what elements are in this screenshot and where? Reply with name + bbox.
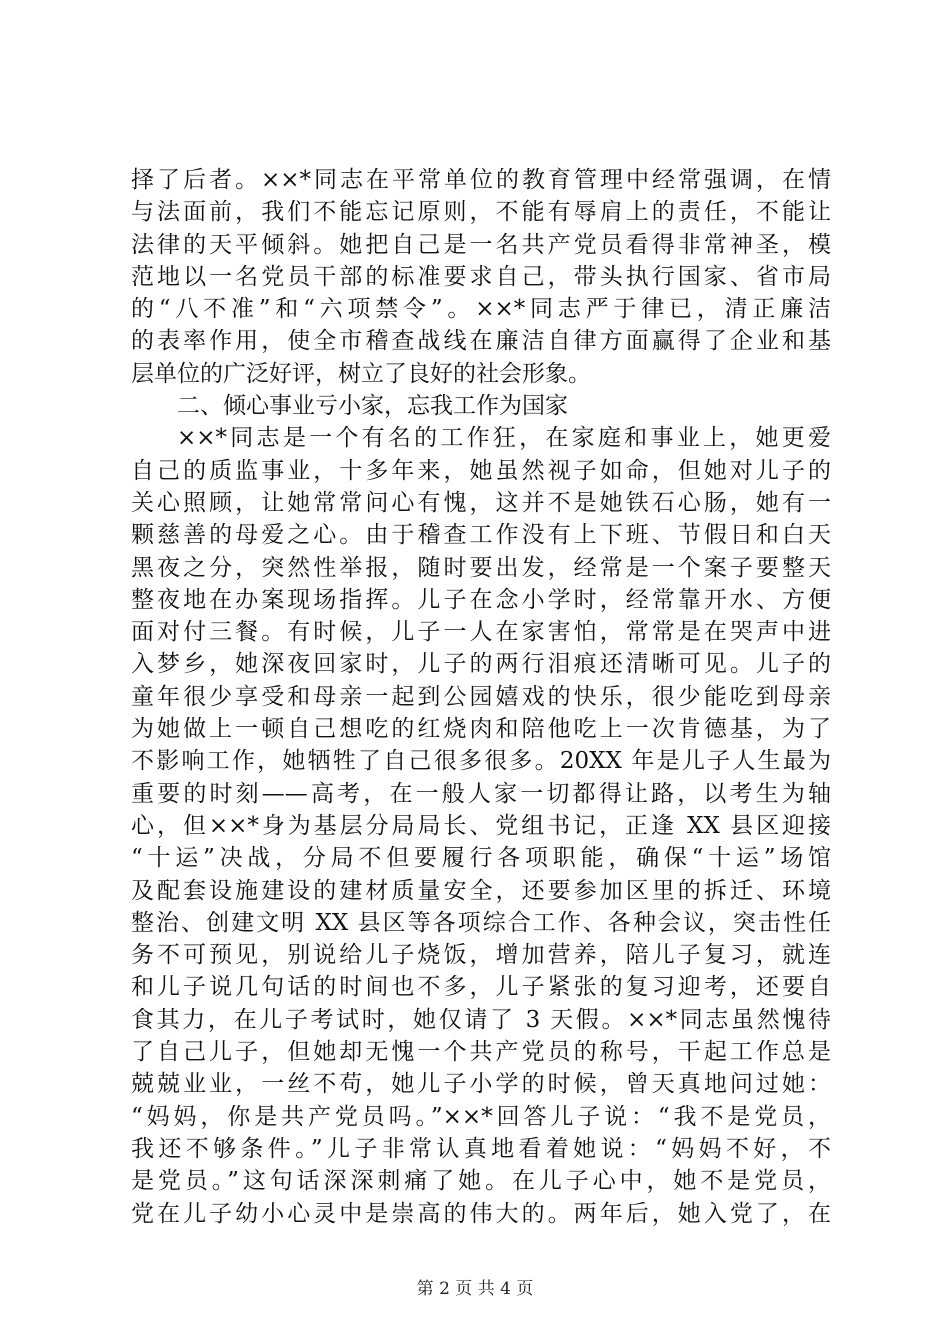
- document-body: [131, 164, 831, 1230]
- text-line: “妈妈，你是共产党员吗。”××*回答儿子说：“我不是党员，: [131, 1103, 831, 1130]
- section-heading: 二、倾心事业亏小家，忘我工作为国家: [177, 393, 568, 420]
- text-line: ××*同志是一个有名的工作狂，在家庭和事业上，她更爱: [177, 425, 831, 452]
- text-line: 择了后者。××*同志在平常单位的教育管理中经常强调，在情: [131, 167, 831, 193]
- text-line: 面对付三餐。有时候，儿子一人在家害怕，常常是在哭声中进: [131, 619, 831, 646]
- text-line: “十运”决战，分局不但要履行各项职能，确保“十运”场馆: [131, 845, 831, 872]
- text-line: 务不可预见，别说给儿子烧饭，增加营养，陪儿子复习，就连: [131, 942, 831, 969]
- text-line: 范地以一名党员干部的标准要求自己，带头执行国家、省市局: [131, 263, 831, 290]
- text-line: 整治、创建文明 XX 县区等各项综合工作、各种会议，突击性任: [131, 909, 831, 936]
- text-line: 自己的质监事业，十多年来，她虽然视子如命，但她对儿子的: [131, 457, 831, 484]
- text-line: 童年很少享受和母亲一起到公园嬉戏的快乐，很少能吃到母亲: [131, 683, 831, 710]
- text-line: 不影响工作，她牺牲了自己很多很多。20XX 年是儿子人生最为: [131, 748, 831, 775]
- text-line: 整夜地在办案现场指挥。儿子在念小学时，经常靠开水、方便: [131, 586, 831, 613]
- text-line: 黑夜之分，突然性举报，随时要出发，经常是一个案子要整天: [131, 554, 831, 581]
- page-number-footer: 第 2 页 共 4 页: [416, 1279, 534, 1299]
- text-line: 我还不够条件。”儿子非常认真地看着她说：“妈妈不好，不: [131, 1135, 831, 1162]
- text-line: 重要的时刻——高考，在一般人家一切都得让路，以考生为轴: [131, 780, 831, 807]
- text-line: 关心照顾，让她常常问心有愧，这并不是她铁石心肠，她有一: [131, 489, 831, 516]
- text-line: 法律的天平倾斜。她把自己是一名共产党员看得非常神圣，模: [131, 231, 831, 258]
- text-line: 和儿子说几句话的时间也不多，儿子紧张的复习迎考，还要自: [131, 974, 831, 1001]
- text-line: 颗慈善的母爱之心。由于稽查工作没有上下班、节假日和白天: [131, 522, 831, 549]
- text-line: 层单位的广泛好评，树立了良好的社会形象。: [131, 360, 591, 387]
- text-line: 为她做上一顿自己想吃的红烧肉和陪他吃上一次肯德基，为了: [131, 716, 831, 743]
- text-line: 的“八不准”和“六项禁令”。××*同志严于律已，清正廉洁: [131, 296, 831, 323]
- text-line: 与法面前，我们不能忘记原则，不能有辱肩上的责任，不能让: [131, 199, 831, 226]
- text-line: 的表率作用，使全市稽查战线在廉洁自律方面赢得了企业和基: [131, 328, 831, 355]
- text-line: 是党员。”这句话深深刺痛了她。在儿子心中，她不是党员，: [131, 1168, 831, 1195]
- text-line: 食其力，在儿子考试时，她仅请了 3 天假。××*同志虽然愧待: [131, 1006, 831, 1033]
- text-line: 及配套设施建设的建材质量安全，还要参加区里的拆迁、环境: [131, 877, 831, 904]
- text-line: 党在儿子幼小心灵中是崇高的伟大的。两年后，她入党了，在: [131, 1200, 831, 1227]
- text-line: 入梦乡，她深夜回家时，儿子的两行泪痕还清晰可见。儿子的: [131, 651, 831, 678]
- text-line: 兢兢业业，一丝不苟，她儿子小学的时候，曾天真地问过她：: [131, 1071, 831, 1098]
- text-line: 心，但××*身为基层分局局长、党组书记，正逢 XX 县区迎接: [131, 812, 831, 839]
- text-line: 了自己儿子，但她却无愧一个共产党员的称号，干起工作总是: [131, 1039, 831, 1066]
